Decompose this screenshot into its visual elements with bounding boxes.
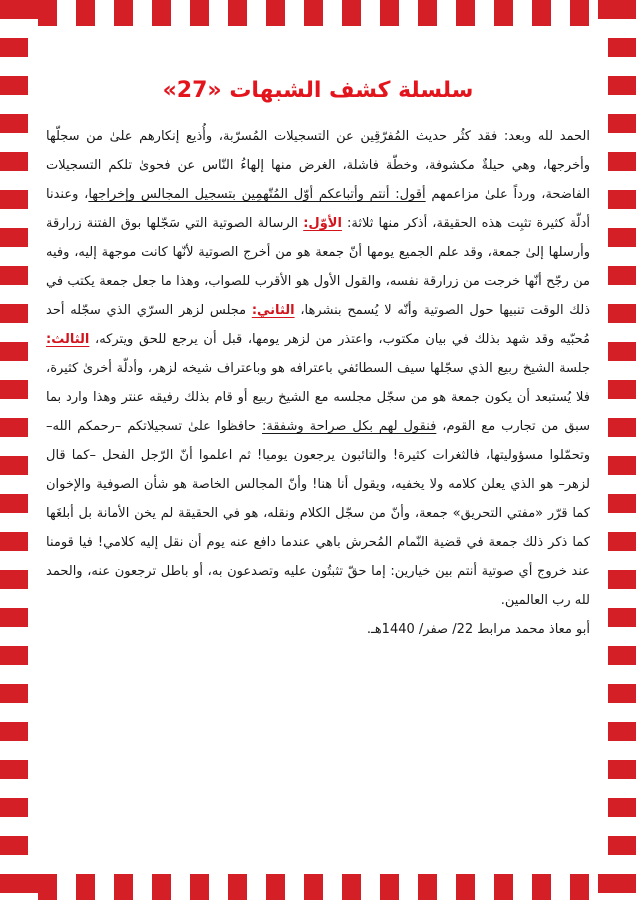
advice-underlined: فنقول لهم بكل صراحة وشفقة: bbox=[262, 419, 437, 434]
point-three-text: جلسة الشيخ ربيع الذي سجّلها سيف السطائفي باعترافه هو وباعتراف شيخه لزهر، وأدلّة أخرىٰ كثيرة، فلا يُستبعد أن يكون جمعة هو من سجّل مجلسه مع الشيخ ربيع أو قام بذلك رفيقه عنتر وهذا وارد بما سبق من تجارب مع القوم، bbox=[46, 361, 590, 434]
point-one-text: الرسالة الصوتية التي سَجّلها بوق الفتنة زرارقة وأرسلها إلىٰ جمعة، وقد علم الجميع يومها أنّ جمعة هو من أخرج الصوتية لأنّها كانت موجهة إليه، وفيه من رجّح أنّها خرجت من زرارقة نفسه، والقول الأول هو الأقرب للصواب، وهذا ما جعل جمعة يكتب في ذلك الوقت تنبيها حول الصوتية وأنّه لا يُسمح بنشرها، bbox=[46, 216, 590, 318]
article-body bbox=[46, 122, 590, 644]
advice-text: حافظوا علىٰ تسجيلاتكم –رحمكم الله– وتحمّلوا مسؤوليتها، فالثغرات كثيرة! والتائبون يرجعون يوميا! ثم اعلموا أنّ الرّجل الفحل –كما قال لزهر– هو الذي يعلن كلامه ولا يخفيه، ويقول أنا هنا! وأنّ المجالس الخاصة هو شأن الصوفية والإخوان كما قرّر «مفتي التحريق» جمعة، وأنّ من سجّل الكلام ونقله، هو في الحقيقة لم يخن الأمانة بل أبلغَها كما ذكر ذلك جمعة في قضية النّمام المُحرش باهي عندما دافع عنه يوم أن نقل إليه كلامي! فيا قومنا عند خروج أي صوتية أنتم بين خيارين: إما حقّ تثبتُون عليه وتصدعون به، أو باطل ترجعون عنه، والحمد لله رب العالمين. bbox=[46, 419, 590, 608]
intro-text-continued: ، وعندنا أدلّة كثيرة تثبِت هذه الحقيقة، أذكر منها ثلاثة: bbox=[46, 187, 590, 231]
point-three-label: الثالث: bbox=[46, 332, 90, 347]
point-two-text: مجلس لزهر السرّي الذي سجّله أحد مُحبّيه وقد شهد بذلك في بيان مكتوب، واعتذر من لزهر يومها، قبل أن يرجع للحق ويتركه، bbox=[46, 303, 590, 347]
intro-text: الحمد لله وبعد: فقد كثُر حديث المُفرّقِين عن التسجيلات المُسرّبة، وأُذيع إنكارهم علىٰ من سجلّها وأخرجها، وهي حيلةٌ مكشوفة، وخطّة فاشلة، الغرض منها إلهاءُ النّاس عن فحوىٰ تلكم التسجيلات الفاضحة، ورداً علىٰ مزاعمهم bbox=[46, 129, 590, 202]
signature: أبو معاذ محمد مرابط 22/ صفر/ 1440هـ. bbox=[366, 622, 590, 637]
article-paragraph bbox=[46, 122, 590, 615]
page-title bbox=[46, 78, 590, 103]
title-text: سلسلة كشف الشبهات bbox=[229, 78, 474, 103]
point-two-label: الثاني: bbox=[251, 303, 295, 318]
point-one-label: الأوّل: bbox=[303, 216, 342, 231]
title-number: «27» bbox=[162, 78, 222, 103]
intro-underlined: أقول: أنتم وأتباعكم أوّل المُتّهمِين بتسجيل المجالس وإخراجها bbox=[88, 187, 426, 202]
